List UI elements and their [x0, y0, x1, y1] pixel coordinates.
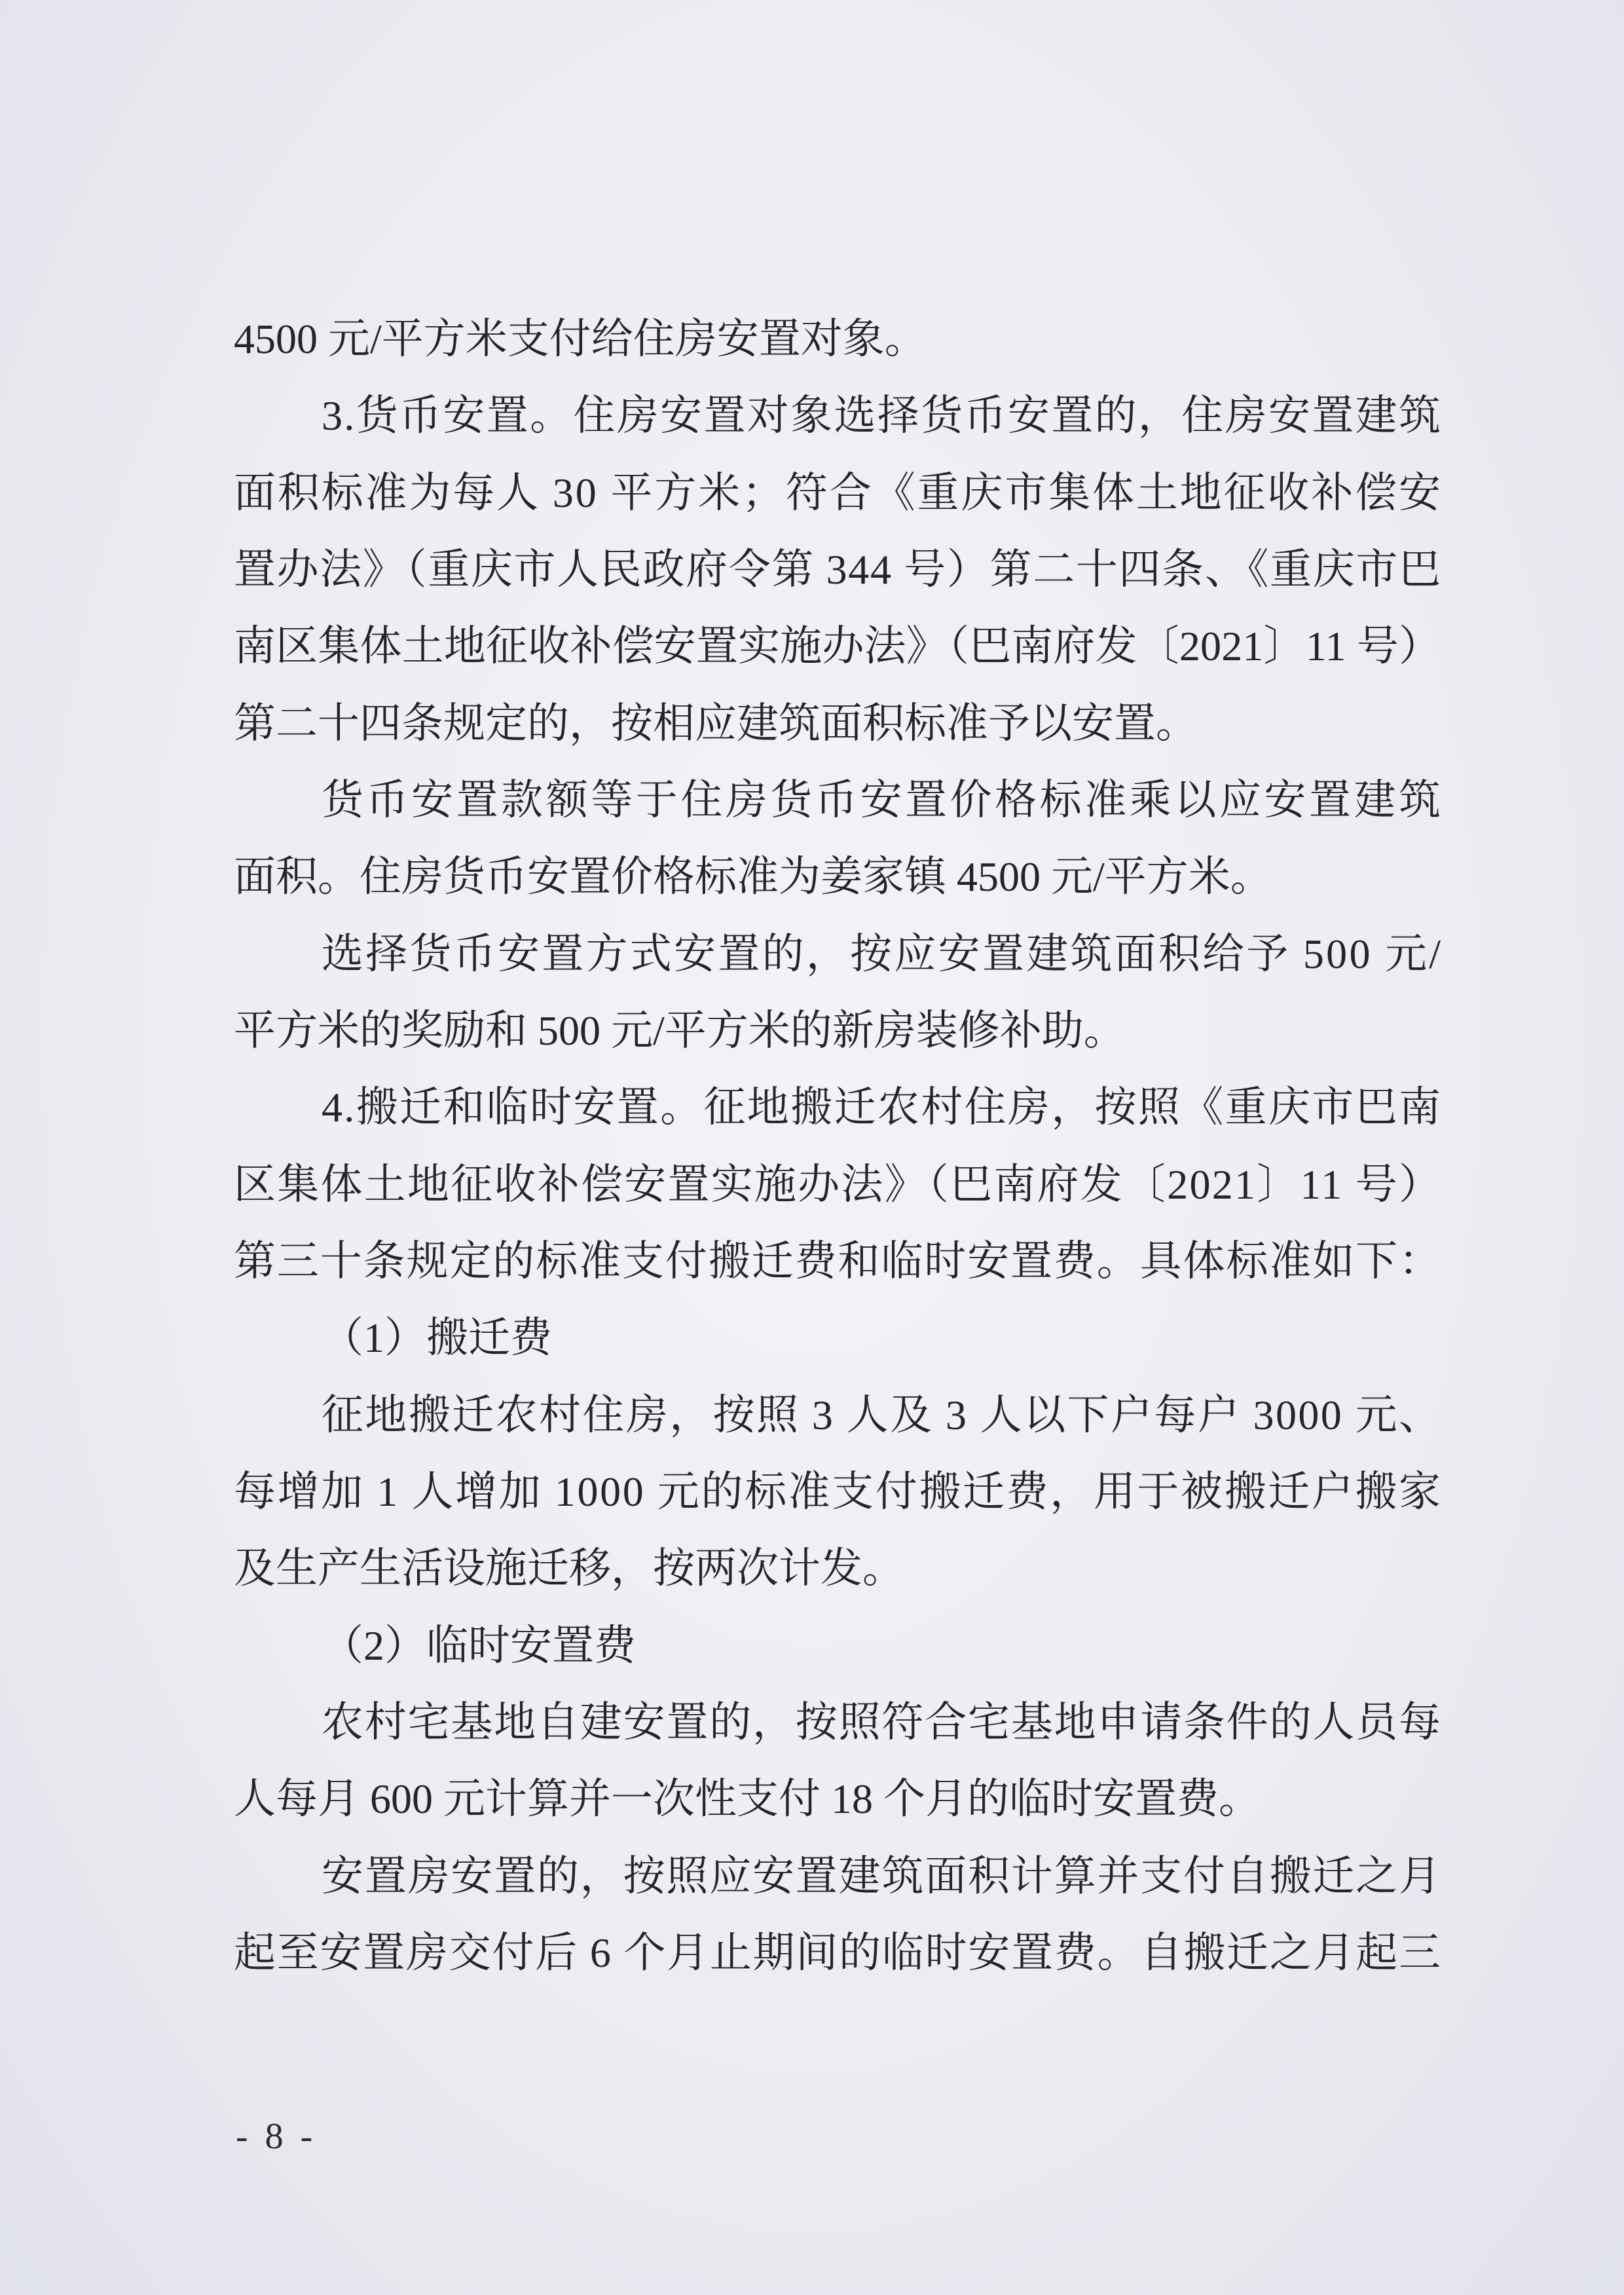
- text-line: 选择货币安置方式安置的，按应安置建筑面积给予 500 元/: [322, 930, 1443, 977]
- text-line: （1）搬迁费: [322, 1315, 552, 1362]
- page-number: - 8 -: [236, 2116, 317, 2157]
- text-line: 面积标准为每人 30 平方米；符合《重庆市集体土地征收补偿安: [234, 469, 1443, 516]
- text-line: 货币安置款额等于住房货币安置价格标准乘以应安置建筑: [322, 776, 1444, 823]
- subheading-temporary-resettlement-fee: [234, 1607, 1441, 1684]
- paragraph-monetary-resettlement: [234, 377, 1441, 762]
- text-line: 起至安置房交付后 6 个月止期间的临时安置费。自搬迁之月起三: [234, 1929, 1442, 1976]
- text-line: 南区集体土地征收补偿安置实施办法》（巴南府发〔2021〕11 号）: [234, 623, 1441, 670]
- text-line: 征地搬迁农村住房，按照 3 人及 3 人以下户每户 3000 元、: [322, 1391, 1443, 1438]
- text-line: 第三十条规定的标准支付搬迁费和临时安置费。具体标准如下：: [234, 1237, 1442, 1284]
- text-line: 每增加 1 人增加 1000 元的标准支付搬迁费，用于被搬迁户搬家: [234, 1468, 1443, 1515]
- text-line: 4.搬迁和临时安置。征地搬迁农村住房，按照《重庆市巴南: [322, 1084, 1443, 1131]
- text-line: 及生产生活设施迁移，按两次计发。: [234, 1545, 904, 1592]
- text-line: 第二十四条规定的，按相应建筑面积标准予以安置。: [234, 700, 1198, 747]
- body-text: [234, 301, 1444, 1991]
- paragraph-monetary-incentive: [234, 916, 1441, 1070]
- paragraph-monetary-amount: [234, 762, 1444, 916]
- text-line: 置办法》（重庆市人民政府令第 344 号）第二十四条、《重庆市巴: [234, 546, 1442, 593]
- paragraph-resettlement-housing: [234, 1838, 1441, 1992]
- text-line: 面积。住房货币安置价格标准为姜家镇 4500 元/平方米。: [234, 853, 1272, 901]
- text-line: （2）临时安置费: [322, 1622, 636, 1669]
- text-line: 3.货币安置。住房安置对象选择货币安置的，住房安置建筑: [322, 392, 1443, 439]
- text-line: 农村宅基地自建安置的，按照符合宅基地申请条件的人员每: [322, 1698, 1442, 1745]
- text-line: 安置房安置的，按照应安置建筑面积计算并支付自搬迁之月: [322, 1852, 1442, 1899]
- paragraph-relocation-fee: [234, 1377, 1441, 1607]
- text-line: 区集体土地征收补偿安置实施办法》（巴南府发〔2021〕11 号）: [234, 1161, 1443, 1208]
- paragraph-homestead-self-build: [234, 1684, 1441, 1838]
- text-line: 4500 元/平方米支付给住房安置对象。: [234, 316, 927, 362]
- paragraph-continuation: [234, 301, 1441, 377]
- paragraph-relocation-and-temporary-resettlement: [234, 1069, 1441, 1299]
- text-line: 人每月 600 元计算并一次性支付 18 个月的临时安置费。: [234, 1776, 1261, 1823]
- subheading-relocation-fee: [234, 1299, 1441, 1376]
- text-line: 平方米的奖励和 500 元/平方米的新房装修补助。: [234, 1007, 1126, 1054]
